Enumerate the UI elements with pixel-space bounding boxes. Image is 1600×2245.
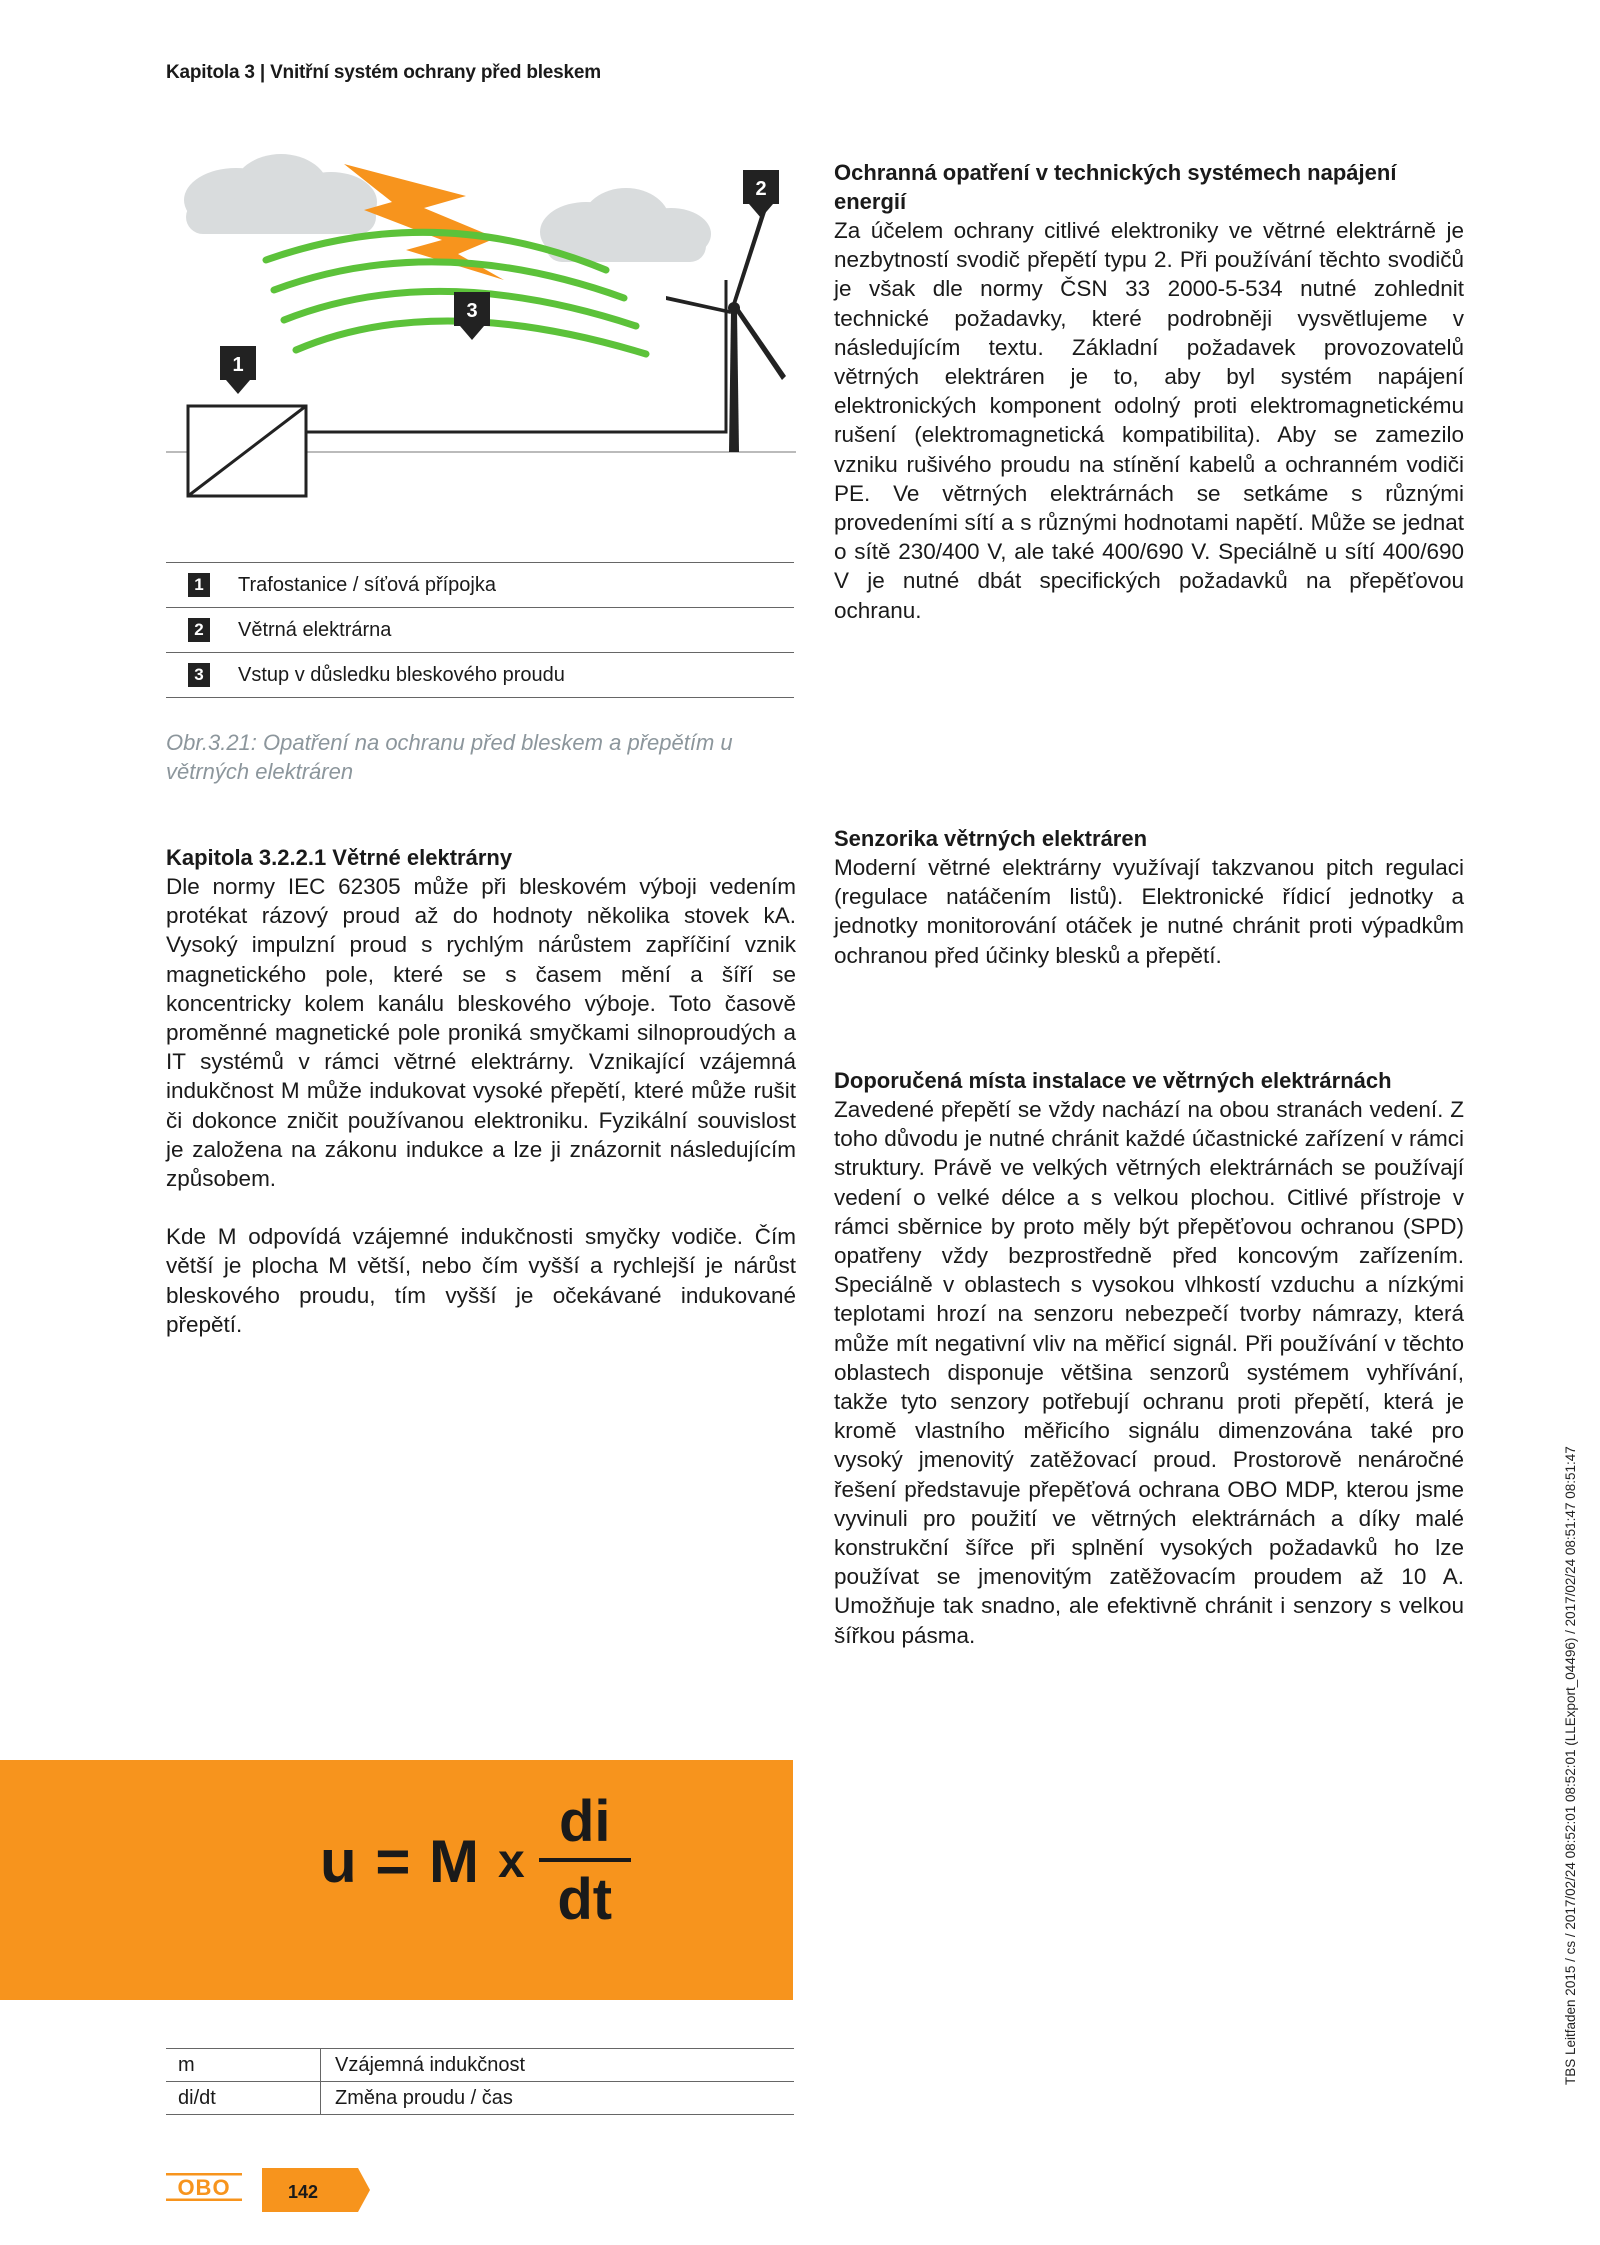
legend-text: Větrná elektrárna [238, 618, 392, 641]
formula-fraction [539, 1790, 631, 1932]
marker-1 [220, 346, 256, 394]
legend-row [166, 608, 794, 653]
body-paragraph: Za účelem ochrany citlivé elektroniky ve větrné elektrárně je nezbytností svodič přepětí typu 2. Při používání těchto svodičů je však dle normy ČSN 33 2000-5-534 nutné zohlednit technické požadavky, které podrobněji vysvětlujeme v následujícím textu. Základní požadavek provozovatelů větrných elektráren je to, aby byl systém napájení elektronických komponent odolný proti elektromagnetickému rušení (elektromagnetická kompatibilita). Aby se zamezilo vzniku rušivého proudu na stínění kabelů a ochranném vodiči PE. Ve větrných elektrárnách se setkáme s různými provedeními sítí a s různými hodnotami napětí. Může se jednat o sítě 230/400 V, ale také 400/690 V. Speciálně u sítí 400/690 V je nutné dbát specifických požadavků na přepěťovou ochranu. [834, 218, 1464, 623]
variable-description: Vzájemná indukčnost [335, 2053, 526, 2076]
figure-legend [166, 562, 794, 698]
svg-text:2: 2 [755, 178, 767, 200]
section-heading: Kapitola 3.2.2.1 Větrné elektrárny [166, 845, 513, 870]
marker-3 [454, 292, 490, 340]
section-heading: Senzorika větrných elektráren [834, 826, 1148, 851]
table-row [166, 2048, 794, 2082]
running-header: Kapitola 3 | Vnitřní systém ochrany před bleskem [166, 62, 601, 83]
body-paragraph: Kde M odpovídá vzájemné indukčnosti smyčky vodiče. Čím větší je plocha M větší, nebo čím vyšší a rychlejší je nárůst bleskového proudu, tím vyšší je očekávané indukované přepětí. [166, 1224, 796, 1337]
legend-number: 3 [188, 663, 210, 687]
body-paragraph: Moderní větrné elektrárny využívají takzvanou pitch regulaci (regulace natáčením listů). Elektronické řídicí jednotky a jednotky monitorování otáček je nutné chránit proti výpadkům ochranou před účinky blesků a přepětí. [834, 855, 1464, 968]
body-paragraph: Zavedené přepětí se vždy nachází na obou stranách vedení. Z toho důvodu je nutné chránit každé účastnické zařízení v rámci struktury. Právě ve velkých větrných elektrárnách se používají vedení o velké délce a s velkou plochou. Citlivé přístroje v rámci sběrnice by proto měly být přepěťovou ochranou (SPD) opatřeny vždy bezprostředně před koncovým zařízením. Speciálně v oblastech s vysokou vlhkostí vzduchu a nízkými teplotami hrozí na senzoru nebezpečí tvorby námrazy, která může mít negativní vliv na měřicí signál. Při používání v těchto oblastech disponuje většina senzorů systémem vyhřívání, takže tyto senzory potřebují ochranu proti přepětí, která je kromě vlastního měřicího signálu dimenzována také pro vysoký jmenovitý zatěžovací proud. Prostorově nenáročné řešení představuje přepěťová ochrana OBO MDP, kterou jsme vyvinuli pro použití ve větrných elektrárnách a díky malé konstrukční šířce při splnění vysokých požadavků ho lze používat se jmenovitým zatěžovacím proudem až 10 A. Umožňuje tak snadno, ale efektivně chránit i senzory s velkou šířkou pásma. [834, 1097, 1464, 1648]
svg-text:3: 3 [466, 300, 478, 322]
section-heading: Doporučená místa instalace ve větrných elektrárnách [834, 1068, 1392, 1093]
legend-text: Vstup v důsledku bleskového proudu [238, 663, 565, 686]
cable-line [306, 280, 726, 432]
right-column-section-2 [834, 824, 1464, 970]
formula-lhs: u = M [320, 1827, 481, 1895]
legend-number: 2 [188, 618, 210, 642]
legend-text: Trafostanice / síťová přípojka [238, 573, 496, 596]
legend-number: 1 [188, 573, 210, 597]
body-paragraph: Dle normy IEC 62305 může při bleskovém výboji vedením protékat rázový proud až do hodnoty několika stovek kA. Vysoký impulzní proud s rychlým nárůstem zapříčiní vznik magnetického pole, které se s časem mění a šíří se koncentricky kolem kanálu bleskového výboje. Toto časově proměnné magnetické pole proniká smyčkami silnoproudých a IT systémů v rámci větrné elektrárny. Vznikající vzájemná indukčnost M může indukovat vysoké přepětí, které může rušit či dokonce zničit používanou elektroniku. Fyzikální souvislost je založena na zákonu indukce a lze ji znázornit následujícím způsobem. [166, 874, 796, 1192]
obo-logo [166, 2172, 242, 2202]
variable-symbol: di/dt [166, 2082, 321, 2114]
svg-text:OBO: OBO [177, 2175, 231, 2200]
fraction-bar [539, 1858, 631, 1862]
marker-2 [743, 170, 779, 218]
transformer-station-icon [188, 406, 306, 496]
cloud-right-icon [540, 188, 711, 262]
variable-description: Změna proudu / čas [335, 2086, 513, 2109]
print-metadata-sidebar: TBS Leitfaden 2015 / cs / 2017/02/24 08:52:01 08:52:01 (LLExport_04496) / 2017/02/24 08:51:47 08:51:47 [1563, 1446, 1578, 2085]
formula-numerator: di [558, 1789, 611, 1854]
variable-table [166, 2048, 794, 2115]
formula-denominator: dt [557, 1867, 613, 1932]
right-column-section-1 [834, 158, 1464, 625]
figure-caption: Obr.3.21: Opatření na ochranu před bleskem a přepětím u větrných elektráren [166, 730, 733, 784]
page-number: 142 [288, 2182, 319, 2202]
formula-times: x [498, 1834, 525, 1888]
formula-panel [0, 1760, 793, 2000]
legend-row [166, 653, 794, 698]
legend-row [166, 562, 794, 608]
left-column [166, 843, 796, 1339]
induction-formula [320, 1790, 631, 1932]
section-heading: Ochranná opatření v technických systémech napájení energií [834, 160, 1397, 214]
table-row [166, 2082, 794, 2115]
variable-symbol: m [166, 2049, 321, 2081]
right-column-section-3 [834, 1066, 1464, 1650]
wind-turbine-lightning-illustration [166, 150, 796, 550]
svg-text:1: 1 [232, 354, 244, 376]
